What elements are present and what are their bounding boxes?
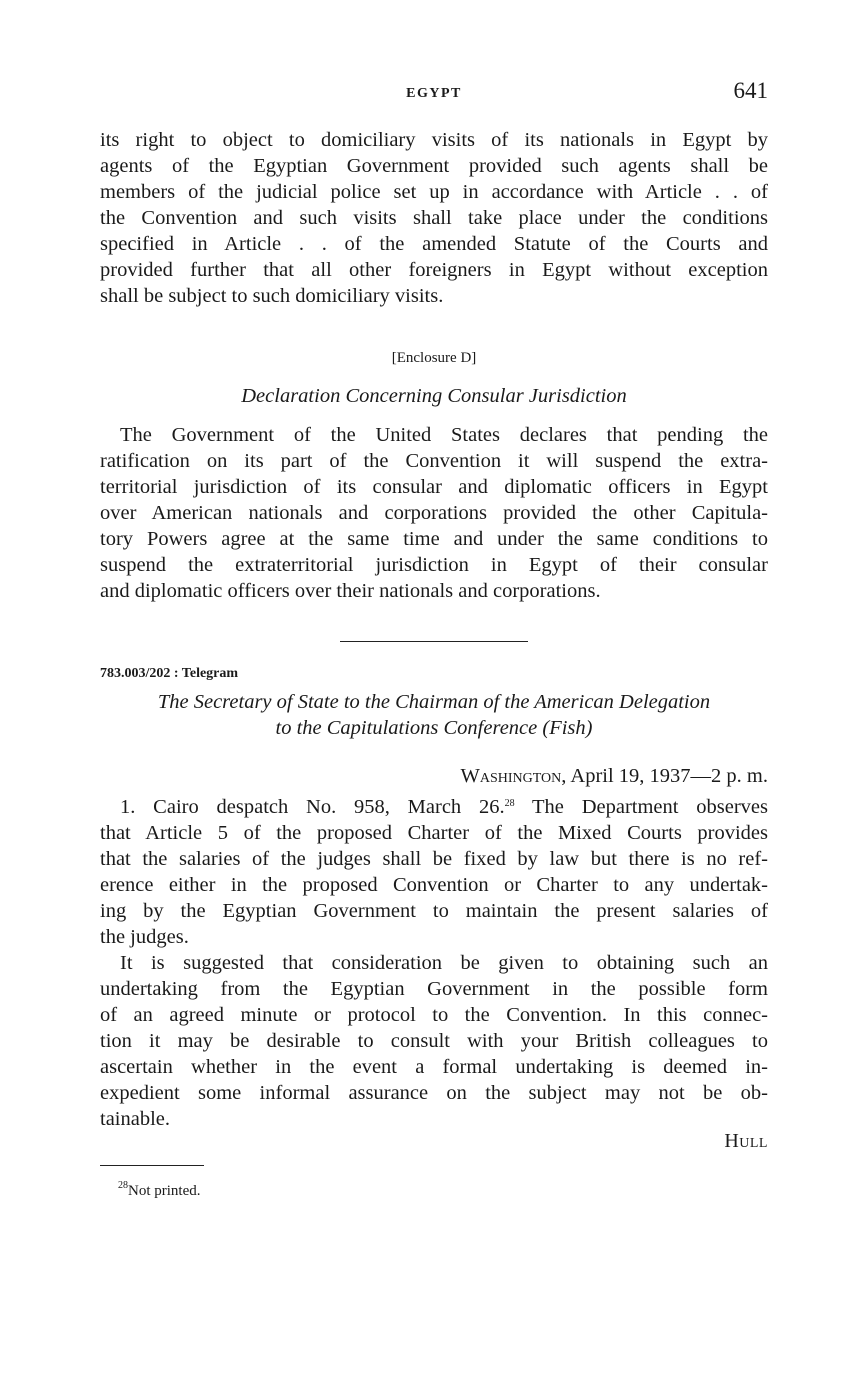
telegram-paragraph-2 <box>100 950 768 1132</box>
para1-opening-rest: The Department observes <box>514 796 768 818</box>
para1-opening: 1. Cairo despatch No. 958, March 26. <box>120 796 505 818</box>
footnote-ref: 28 <box>504 798 515 809</box>
text-line: over American nationals and corporations provided the other Capitula- <box>100 502 768 524</box>
section-divider <box>340 641 528 642</box>
text-line: erence either in the proposed Convention or Charter to any undertak- <box>100 874 768 896</box>
enclosure-title: Declaration Concerning Consular Jurisdiction <box>241 385 627 407</box>
telegram-title-line-2: to the Capitulations Conference (Fish) <box>275 717 593 739</box>
text-line: tion it may be desirable to consult with your British colleagues to <box>100 1030 768 1052</box>
document-id: 783.003/202 : Telegram <box>100 666 239 681</box>
text-line: undertaking from the Egyptian Government in the possible form <box>100 978 768 1000</box>
footnote-divider <box>100 1165 204 1166</box>
text-line: expedient some informal assurance on the subject may not be ob- <box>100 1082 768 1104</box>
text-line: that Article 5 of the proposed Charter of the Mixed Courts provides <box>100 822 768 844</box>
signature: Hull <box>724 1130 768 1152</box>
text-line: that the salaries of the judges shall be fixed by law but there is no ref- <box>100 848 768 870</box>
text-line: ing by the Egyptian Government to maintain the present salaries of <box>100 900 768 922</box>
text-line: territorial jurisdiction of its consular and diplomatic officers in Egypt <box>100 476 768 498</box>
text-line: ascertain whether in the event a formal undertaking is deemed in- <box>100 1056 768 1078</box>
dateline-place: Washington <box>460 765 562 787</box>
running-title: EGYPT <box>406 86 462 101</box>
telegram-paragraph-1 <box>100 794 768 950</box>
footnote-number: 28 <box>118 1180 128 1191</box>
text-line: the Convention and such visits shall take place under the conditions <box>100 207 768 229</box>
telegram-title-line-1: The Secretary of State to the Chairman of the American Delegation <box>157 691 711 713</box>
text-line <box>100 794 768 820</box>
running-head <box>100 78 768 110</box>
text-line: suspend the extraterritorial jurisdiction in Egypt of their consular <box>100 554 768 576</box>
text-line: specified in Article . . of the amended Statute of the Courts and <box>100 233 768 255</box>
declaration-paragraph <box>100 422 768 604</box>
text-line: ratification on its part of the Convention it will suspend the extra- <box>100 450 768 472</box>
page-number: 641 <box>733 78 768 103</box>
text-line: agents of the Egyptian Government provided such agents shall be <box>100 155 768 177</box>
text-line: and diplomatic officers over their nationals and corporations. <box>100 580 601 602</box>
enclosure-label: [Enclosure D] <box>391 350 477 366</box>
text-line: the judges. <box>100 926 189 948</box>
continuation-paragraph <box>100 127 768 309</box>
footnote <box>118 1180 201 1200</box>
text-line: members of the judicial police set up in accordance with Article . . of <box>100 181 768 203</box>
dateline <box>461 765 768 788</box>
text-line: The Government of the United States declares that pending the <box>120 424 768 446</box>
footnote-text: Not printed. <box>128 1183 201 1199</box>
text-line: It is suggested that consideration be given to obtaining such an <box>120 952 768 974</box>
text-line: shall be subject to such domiciliary visits. <box>100 285 444 307</box>
text-line: provided further that all other foreigners in Egypt without exception <box>100 259 768 281</box>
text-line: its right to object to domiciliary visits of its nationals in Egypt by <box>100 129 768 151</box>
text-line: tainable. <box>100 1108 171 1130</box>
dateline-date: , April 19, 1937—2 p. m. <box>561 765 768 787</box>
text-line: tory Powers agree at the same time and under the same conditions to <box>100 528 768 550</box>
text-line: of an agreed minute or protocol to the Convention. In this connec- <box>100 1004 768 1026</box>
